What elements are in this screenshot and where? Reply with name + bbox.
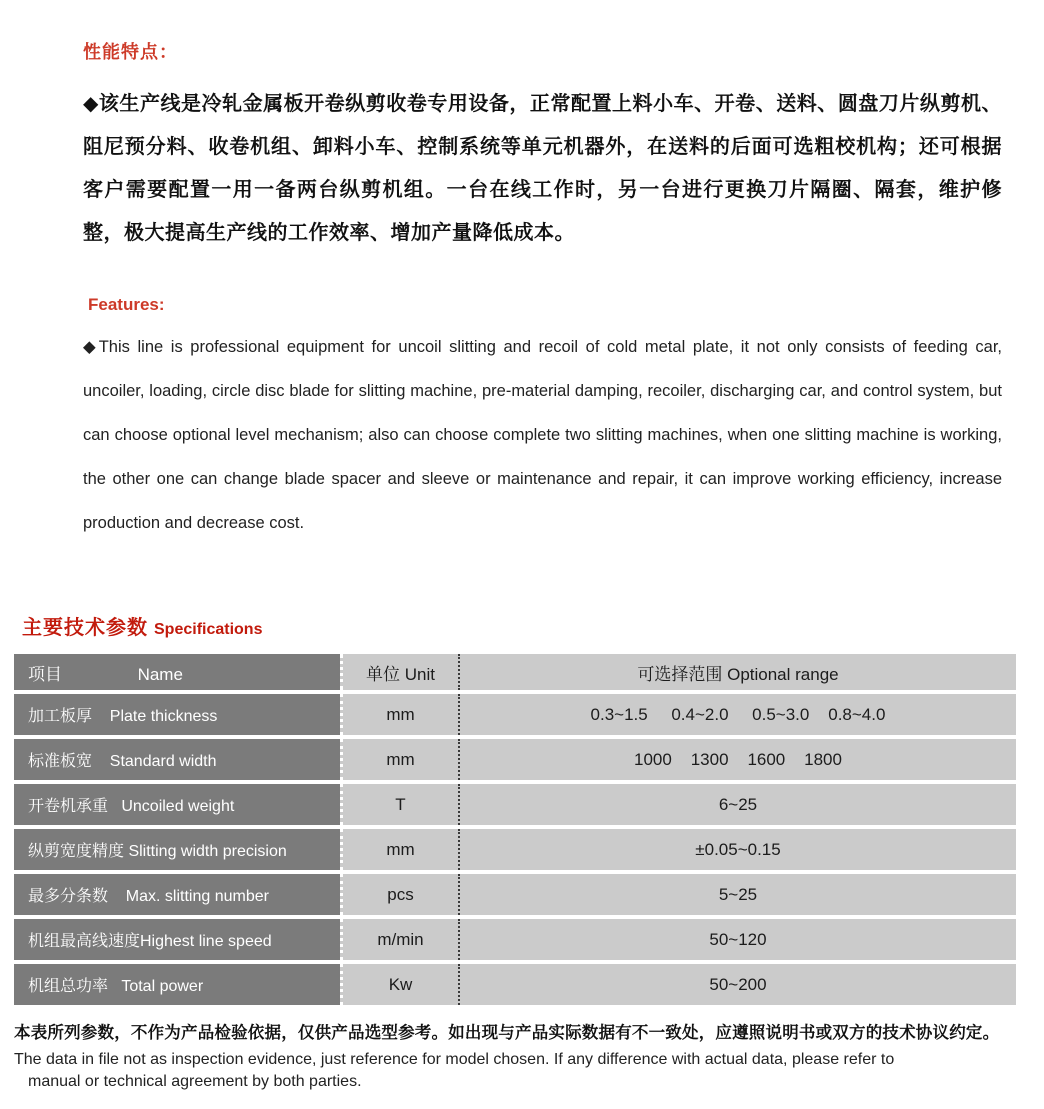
row-name: 最多分条数 Max. slitting number: [14, 874, 340, 915]
footer-notes: [14, 1019, 1030, 1091]
row-name: 加工板厚 Plate thickness: [14, 694, 340, 735]
features-paragraph-en: ◆This line is professional equipment for uncoil slitting and recoil of cold metal plate, it not only consists of feeding car, uncoiler, loading, circle disc blade for slitting machine, pre-material damping, recoiler, discharging car, and control system, but can choose optional level mechanism; also can choose complete two slitting machines, when one slitting machine is working, the other one can change blade spacer and sleeve or maintenance and repair, it can improve working efficiency, increase production and decrease cost.: [83, 338, 1002, 532]
row-range: ±0.05~0.15: [458, 829, 1016, 870]
row-unit: Kw: [340, 964, 458, 1005]
table-row: [14, 739, 1016, 784]
row-unit: mm: [340, 829, 458, 870]
table-header-row: [14, 654, 1016, 694]
features-heading-en: Features:: [88, 295, 165, 314]
features-heading-cn: 性能特点：: [83, 42, 178, 62]
page-content: [0, 0, 1044, 545]
row-name: 纵剪宽度精度 Slitting width precision: [14, 829, 340, 870]
specifications-heading-en: Specifications: [154, 621, 263, 638]
footer-note-en-line1: The data in file not as inspection evidence, just reference for model chosen. If any difference with actual data, please refer to: [14, 1051, 895, 1068]
table-header-name: 项目 Name: [14, 654, 340, 690]
row-range: 6~25: [458, 784, 1016, 825]
row-range: 1000 1300 1600 1800: [458, 739, 1016, 780]
footer-note-cn: 本表所列参数，不作为产品检验依据，仅供产品选型参考。如出现与产品实际数据有不一致处，应遵照说明书或双方的技术协议约定。: [14, 1024, 1000, 1042]
row-name: 标准板宽 Standard width: [14, 739, 340, 780]
footer-note-en-line2: manual or technical agreement by both parties.: [28, 1073, 362, 1090]
row-name: 开卷机承重 Uncoiled weight: [14, 784, 340, 825]
row-range: 50~200: [458, 964, 1016, 1005]
row-unit: mm: [340, 694, 458, 735]
specifications-heading: [22, 611, 1044, 640]
row-unit: pcs: [340, 874, 458, 915]
row-name: 机组总功率 Total power: [14, 964, 340, 1005]
row-range: 0.3~1.5 0.4~2.0 0.5~3.0 0.8~4.0: [458, 694, 1016, 735]
features-paragraph-cn: ◆该生产线是冷轧金属板开卷纵剪收卷专用设备，正常配置上料小车、开卷、送料、圆盘刀片纵剪机、阻尼预分料、收卷机组、卸料小车、控制系统等单元机器外，在送料的后面可选粗校机构；还可根据客户需要配置一用一备两台纵剪机组。一台在线工作时，另一台进行更换刀片隔圈、隔套，维护修整，极大提高生产线的工作效率、增加产量降低成本。: [83, 93, 1002, 244]
row-unit: mm: [340, 739, 458, 780]
table-row: [14, 919, 1016, 964]
table-row: [14, 829, 1016, 874]
table-row: [14, 784, 1016, 829]
table-header-range: 可选择范围 Optional range: [458, 654, 1016, 690]
row-range: 50~120: [458, 919, 1016, 960]
row-range: 5~25: [458, 874, 1016, 915]
table-row: [14, 964, 1016, 1009]
specifications-table: [14, 654, 1016, 1009]
specifications-heading-cn: 主要技术参数: [22, 617, 148, 639]
table-row: [14, 874, 1016, 919]
row-name: 机组最高线速度Highest line speed: [14, 919, 340, 960]
table-row: [14, 694, 1016, 739]
row-unit: m/min: [340, 919, 458, 960]
table-header-unit: 单位 Unit: [340, 654, 458, 690]
row-unit: T: [340, 784, 458, 825]
